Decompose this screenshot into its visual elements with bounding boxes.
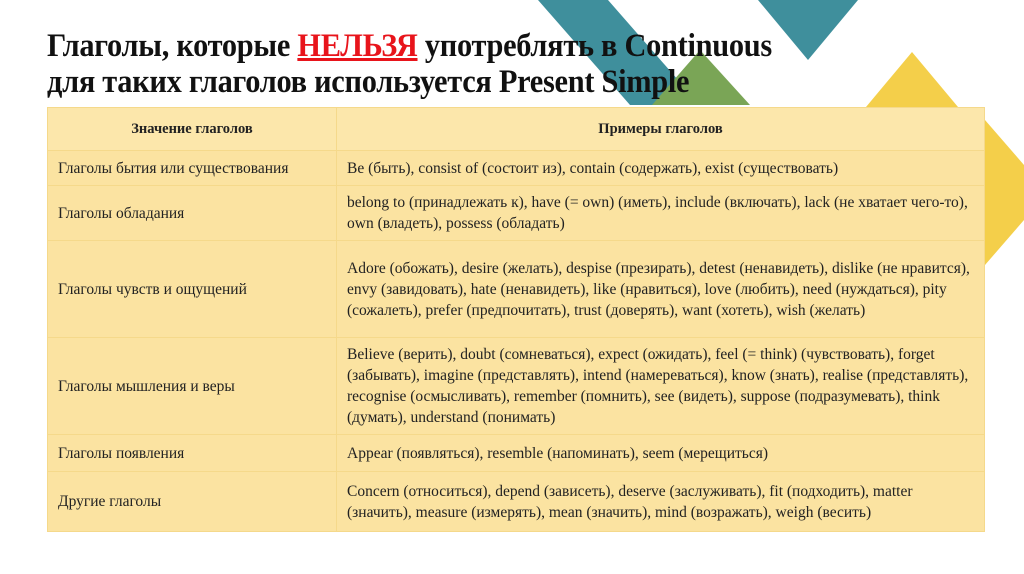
title-line-2: для таких глаголов используется Present Simple (47, 64, 690, 100)
table-row (48, 151, 985, 186)
yellow-arrow-shape (985, 120, 1024, 265)
table-row (48, 241, 985, 338)
table-row (48, 338, 985, 435)
table-row (48, 472, 985, 532)
table-row (48, 186, 985, 241)
title-text: употреблять в Continuous (417, 28, 772, 64)
title-highlight: НЕЛЬЗЯ (297, 28, 418, 64)
cell-examples: Adore (обожать), desire (желать), despise (презирать), detest (ненавидеть), dislike (не нравится), envy (завидовать), hate (ненавидеть), like (нравиться), love (любить), need (нуждаться), pity (сожалеть), prefer (предпочитать), trust (доверять), want (хотеть), wish (желать) (337, 241, 985, 338)
cell-meaning: Глаголы мышления и веры (48, 338, 337, 435)
table-row (48, 435, 985, 472)
yellow-triangle-shape (866, 52, 958, 107)
header-examples: Примеры глаголов (337, 108, 985, 151)
cell-meaning: Глаголы чувств и ощущений (48, 241, 337, 338)
teal-triangle-shape (758, 0, 858, 60)
cell-meaning: Глаголы обладания (48, 186, 337, 241)
cell-examples: Be (быть), consist of (состоит из), contain (содержать), exist (существовать) (337, 151, 985, 186)
cell-meaning: Глаголы появления (48, 435, 337, 472)
title-line-1 (47, 28, 772, 64)
title-text: Глаголы, которые (47, 28, 298, 64)
cell-meaning: Другие глаголы (48, 472, 337, 532)
cell-meaning: Глаголы бытия или существования (48, 151, 337, 186)
cell-examples: Concern (относиться), depend (зависеть), deserve (заслуживать), fit (подходить), matter (значить), measure (измерять), mean (значить), mind (возражать), weigh (весить) (337, 472, 985, 532)
table-header-row (48, 108, 985, 151)
cell-examples: Appear (появляться), resemble (напоминать), seem (мерещиться) (337, 435, 985, 472)
cell-examples: Believe (верить), doubt (сомневаться), expect (ожидать), feel (= think) (чувствовать), forget (забывать), imagine (представлять), intend (намереваться), know (знать), realise (представлять), recognise (осмысливать), remember (помнить), see (видеть), suppose (подразумевать), think (думать), understand (понимать) (337, 338, 985, 435)
header-meaning: Значение глаголов (48, 108, 337, 151)
verbs-table (47, 107, 985, 532)
slide-title (47, 28, 772, 100)
cell-examples: belong to (принадлежать к), have (= own) (иметь), include (включать), lack (не хватает чего-то), own (владеть), possess (обладать) (337, 186, 985, 241)
